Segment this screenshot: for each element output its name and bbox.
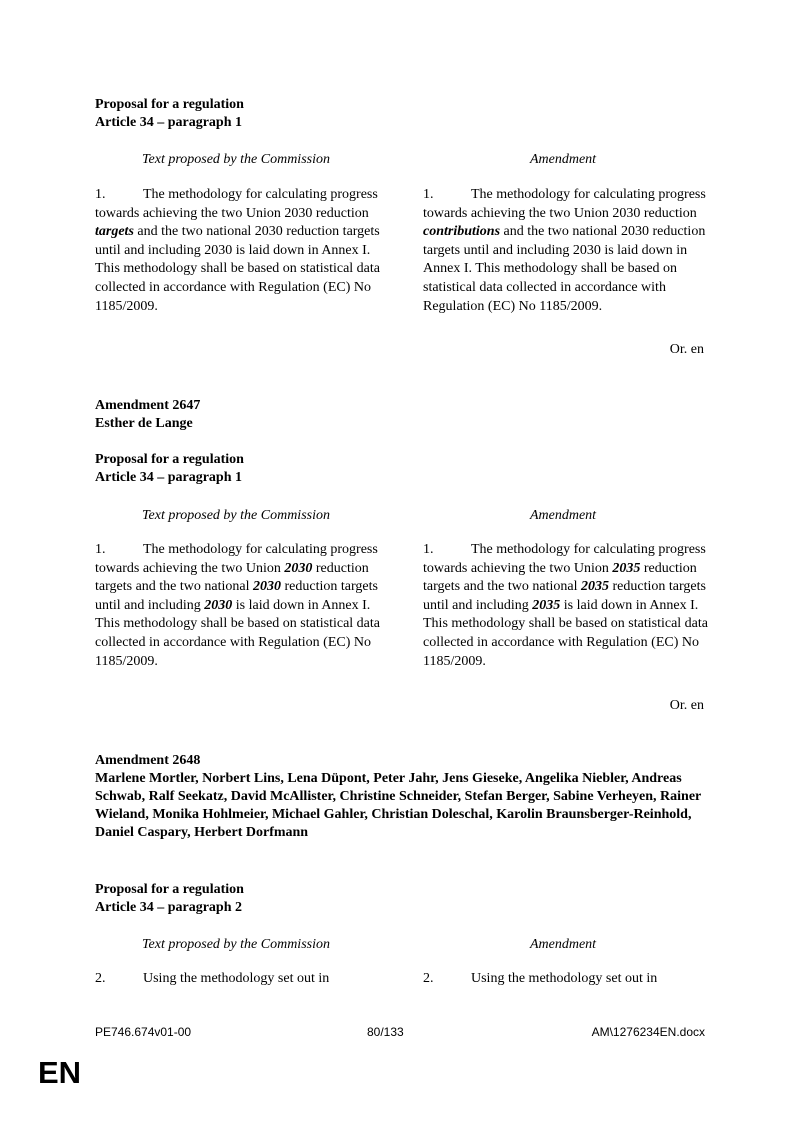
proposal-title: Proposal for a regulation	[95, 452, 244, 467]
col-head-amendment: Amendment	[529, 937, 597, 952]
original-language: Or. en	[669, 342, 704, 357]
col-head-commission: Text proposed by the Commission	[142, 508, 330, 523]
footer-doc-ref: PE746.674v01-00	[95, 1025, 192, 1039]
article-ref: Article 34 – paragraph 1	[95, 115, 242, 130]
block3-amendment-header	[95, 752, 707, 842]
footer-page-number: 80/133	[367, 1025, 404, 1039]
proposal-title: Proposal for a regulation	[95, 97, 244, 112]
amendment-text: 1. The methodology for calculating progress towards achieving the two Union 2035 reduction targets and the two national 2035 reduction targets until and including 2035 is laid down in Annex I. This methodology shall be based on statistical data collected in accordance with Regulation (EC) No 1185/2009.	[423, 542, 708, 669]
article-ref: Article 34 – paragraph 1	[95, 470, 242, 485]
block3-header	[95, 881, 695, 917]
col-head-amendment: Amendment	[529, 152, 597, 167]
commission-text: 2. Using the methodology set out in	[95, 971, 330, 986]
article-ref: Article 34 – paragraph 2	[95, 900, 242, 915]
commission-text: 1. The methodology for calculating progress towards achieving the two Union 2030 reduction targets and the two national 2030 reduction targets until and including 2030 is laid down in Annex I. This methodology shall be based on statistical data collected in accordance with Regulation (EC) No 1185/2009.	[95, 542, 380, 669]
amendment-authors: Esther de Lange	[95, 416, 193, 431]
amendment-number: Amendment 2647	[95, 398, 201, 413]
proposal-title: Proposal for a regulation	[95, 882, 244, 897]
amendment-authors: Marlene Mortler, Norbert Lins, Lena Düpont, Peter Jahr, Jens Gieseke, Angelika Niebler, Andreas Schwab, Ralf Seekatz, David McAllister, Christine Schneider, Stefan Berger, Sabine Verheyen, Rainer Wieland, Monika Hohlmeier, Michael Gahler, Christian Doleschal, Karolin Braunsberger-Reinhold, Daniel Caspary, Herbert Dorfmann	[95, 771, 702, 840]
col-head-amendment: Amendment	[529, 508, 597, 523]
col-head-commission: Text proposed by the Commission	[142, 937, 330, 952]
footer-file-name: AM\1276234EN.docx	[591, 1025, 705, 1039]
amendment-text: 2. Using the methodology set out in	[423, 971, 658, 986]
changed-word: contributions	[423, 224, 501, 240]
changed-word: targets	[95, 224, 134, 240]
col-head-commission: Text proposed by the Commission	[142, 152, 330, 167]
original-language: Or. en	[669, 698, 704, 713]
block2-amendment-header	[95, 397, 695, 433]
amendment-text: 1. The methodology for calculating progress towards achieving the two Union 2030 reduction contributions and the two national 2030 reduction targets until and including 2030 is laid down in Annex I. This methodology shall be based on statistical data collected in accordance with Regulation (EC) No 1185/2009.	[423, 187, 706, 314]
amendment-number: Amendment 2648	[95, 753, 201, 768]
commission-text: 1. The methodology for calculating progress towards achieving the two Union 2030 reduction targets and the two national 2030 reduction targets until and including 2030 is laid down in Annex I. This methodology shall be based on statistical data collected in accordance with Regulation (EC) No 1185/2009.	[95, 187, 380, 314]
language-code: EN	[38, 1055, 82, 1090]
block2-header	[95, 451, 695, 487]
block1-header	[95, 96, 695, 132]
